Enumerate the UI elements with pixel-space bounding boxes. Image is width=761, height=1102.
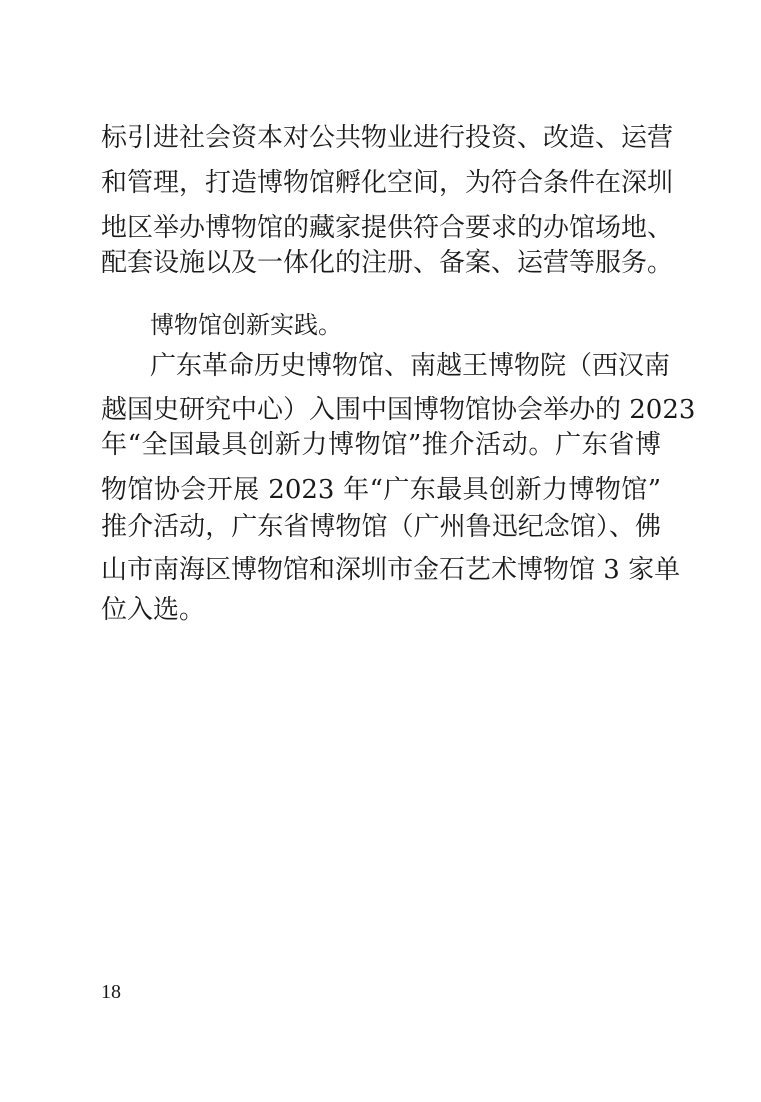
paragraph-2-line-2: 越国史研究中心）入围中国博物馆协会举办的 2023 (101, 395, 696, 425)
paragraph-1-line-2: 和管理，打造博物馆孵化空间，为符合条件在深圳 (101, 168, 674, 198)
paragraph-1-line-4: 配套设施以及一体化的注册、备案、运营等服务。 (101, 248, 674, 278)
paragraph-2-line-6: 山市南海区博物馆和深圳市金石艺术博物馆 3 家单 (101, 555, 681, 585)
paragraph-2-line-1: 广东革命历史博物馆、南越王博物院（西汉南 (150, 351, 671, 381)
paragraph-2-line-5: 推介活动，广东省博物馆（广州鲁迅纪念馆）、佛 (101, 512, 661, 542)
paragraph-1-line-1: 标引进社会资本对公共物业进行投资、改造、运营 (101, 123, 674, 153)
paragraph-2-line-3: 年“全国最具创新力博物馆”推介活动。广东省博 (101, 430, 661, 460)
paragraph-2-line-7: 位入选。 (101, 595, 206, 625)
section-heading: 博物馆创新实践。 (150, 311, 342, 339)
page-number: 18 (101, 981, 121, 1003)
paragraph-1-line-3: 地区举办博物馆的藏家提供符合要求的办馆场地、 (101, 213, 674, 243)
paragraph-2-line-4: 物馆协会开展 2023 年“广东最具创新力博物馆” (101, 475, 661, 505)
